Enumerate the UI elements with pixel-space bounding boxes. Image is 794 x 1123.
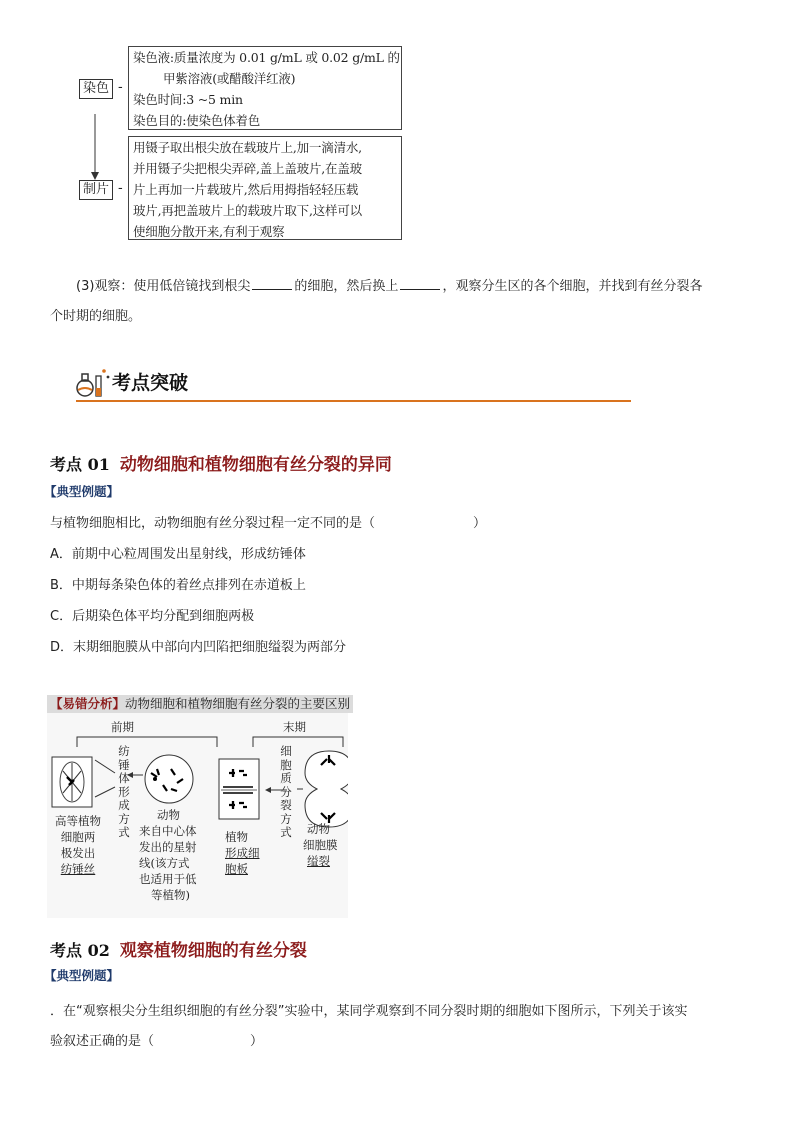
higher-plant-line-4: 纺锤丝 bbox=[60, 862, 96, 876]
kp1-option-d: D．末期细胞膜从中部向内凹陷把细胞缢裂为两部分 bbox=[50, 640, 347, 655]
mounting-box bbox=[128, 136, 402, 240]
dash: - bbox=[118, 80, 123, 95]
kp2-number: 考点 02 bbox=[50, 941, 110, 960]
kp1-question-end: ） bbox=[473, 516, 487, 531]
kp1-option-b: B．中期每条染色体的着丝点排列在赤道板上 bbox=[50, 578, 306, 593]
observe-text-4: 个时期的细胞。 bbox=[50, 309, 142, 324]
staining-line-2: 甲紫溶液(或醋酸洋红液) bbox=[163, 71, 296, 86]
animal1-line-4: 线(该方式 bbox=[139, 856, 190, 870]
staining-line-1: 染色液:质量浓度为 0.01 g/mL 或 0.02 g/mL 的 bbox=[133, 50, 400, 65]
dash: - bbox=[118, 181, 123, 196]
observe-text-3: ，观察分生区的各个细胞，并找到有丝分裂各 bbox=[442, 279, 703, 294]
flask-icon bbox=[74, 366, 112, 402]
blank bbox=[252, 277, 292, 290]
kp2-example-tag: 【典型例题】 bbox=[44, 968, 120, 983]
plant-plate-line-3: 胞板 bbox=[225, 862, 248, 876]
animal1-line-5: 也适用于低 bbox=[139, 872, 197, 886]
animal1-line-3: 发出的星射 bbox=[139, 840, 197, 854]
staining-line-3: 染色时间:3 ~5 min bbox=[133, 92, 243, 107]
mitosis-figure bbox=[47, 713, 348, 918]
kp1-number: 考点 01 bbox=[50, 455, 110, 474]
higher-plant-line-3: 极发出 bbox=[60, 846, 96, 860]
plant-plate-text bbox=[225, 829, 269, 877]
flow-arrow bbox=[88, 112, 102, 182]
kp1-question-text: 与植物细胞相比，动物细胞有丝分裂过程一定不同的是（ bbox=[50, 516, 376, 531]
plant-plate-line-1: 植物 bbox=[225, 830, 248, 844]
telophase-label: 末期 bbox=[283, 720, 306, 734]
kp2-question-line-2 bbox=[50, 1032, 263, 1052]
kp1-example-tag: 【典型例题】 bbox=[44, 484, 120, 499]
mounting-line-3: 片上再加一片载玻片,然后用拇指轻轻压载 bbox=[133, 182, 359, 197]
mounting-line-2: 并用镊子尖把根尖弄碎,盖上盖玻片,在盖玻 bbox=[133, 161, 362, 176]
animal1-line-6: 等植物) bbox=[151, 888, 190, 902]
kp1-option-a: A．前期中心粒周围发出星射线，形成纺锤体 bbox=[50, 547, 306, 562]
mounting-line-5: 使细胞分散开来,有利于观察 bbox=[133, 224, 285, 239]
section-divider bbox=[76, 400, 631, 402]
animal2-line-1: 动物 bbox=[307, 822, 330, 836]
kp2-heading bbox=[50, 936, 307, 961]
higher-plant-line-1: 高等植物 bbox=[55, 814, 101, 828]
error-analysis-title: 动物细胞和植物细胞有丝分裂的主要区别 bbox=[125, 696, 351, 711]
error-analysis-header bbox=[47, 695, 353, 713]
plate-way-label: 细胞质分裂方式 bbox=[280, 744, 292, 839]
staining-line-4: 染色目的:使染色体着色 bbox=[133, 113, 261, 128]
plant-plate-line-2: 形成细 bbox=[225, 846, 260, 860]
mounting-line-4: 玻片,再把盖玻片上的载玻片取下,这样可以 bbox=[133, 203, 362, 218]
kp2-question-line-1: ．在“观察根尖分生组织细胞的有丝分裂”实验中，某同学观察到不同分裂时期的细胞如下图所示，下列关于该实 bbox=[50, 1004, 688, 1019]
staining-label: 染色 bbox=[79, 79, 113, 99]
higher-plant-text bbox=[51, 813, 105, 877]
kp1-heading bbox=[50, 450, 392, 475]
mounting-line-1: 用镊子取出根尖放在载玻片上,加一滴清水, bbox=[133, 140, 362, 155]
error-analysis-tag: 【易错分析】 bbox=[50, 696, 126, 711]
observe-text-2: 的细胞，然后换上 bbox=[294, 279, 399, 294]
spindle-way-label: 纺锤体形成方式 bbox=[118, 744, 130, 839]
mounting-label: 制片 bbox=[79, 180, 113, 200]
kp1-title: 动物细胞和植物细胞有丝分裂的异同 bbox=[119, 455, 392, 475]
animal2-line-3: 缢裂 bbox=[307, 854, 330, 868]
observe-text-1: (3)观察：使用低倍镜找到根尖 bbox=[76, 279, 251, 294]
kp1-option-c: C．后期染色体平均分配到细胞两极 bbox=[50, 609, 255, 624]
blank bbox=[400, 277, 440, 290]
animal2-line-2: 细胞膜 bbox=[303, 838, 338, 852]
animal-cleavage-text bbox=[303, 821, 347, 869]
kp2-question-text: 验叙述正确的是（ bbox=[50, 1034, 155, 1049]
animal1-line-1: 动物 bbox=[157, 808, 180, 822]
animal-spindle-text bbox=[139, 807, 211, 903]
kp2-question-end: ） bbox=[250, 1034, 264, 1049]
kp2-title: 观察植物细胞的有丝分裂 bbox=[119, 941, 307, 961]
prophase-label: 前期 bbox=[111, 720, 134, 734]
higher-plant-line-2: 细胞两 bbox=[60, 830, 96, 844]
staining-box bbox=[128, 46, 402, 130]
section-title: 考点突破 bbox=[112, 372, 189, 394]
kp1-question bbox=[50, 514, 486, 534]
observe-paragraph bbox=[50, 272, 750, 332]
animal1-line-2: 来自中心体 bbox=[139, 824, 197, 838]
